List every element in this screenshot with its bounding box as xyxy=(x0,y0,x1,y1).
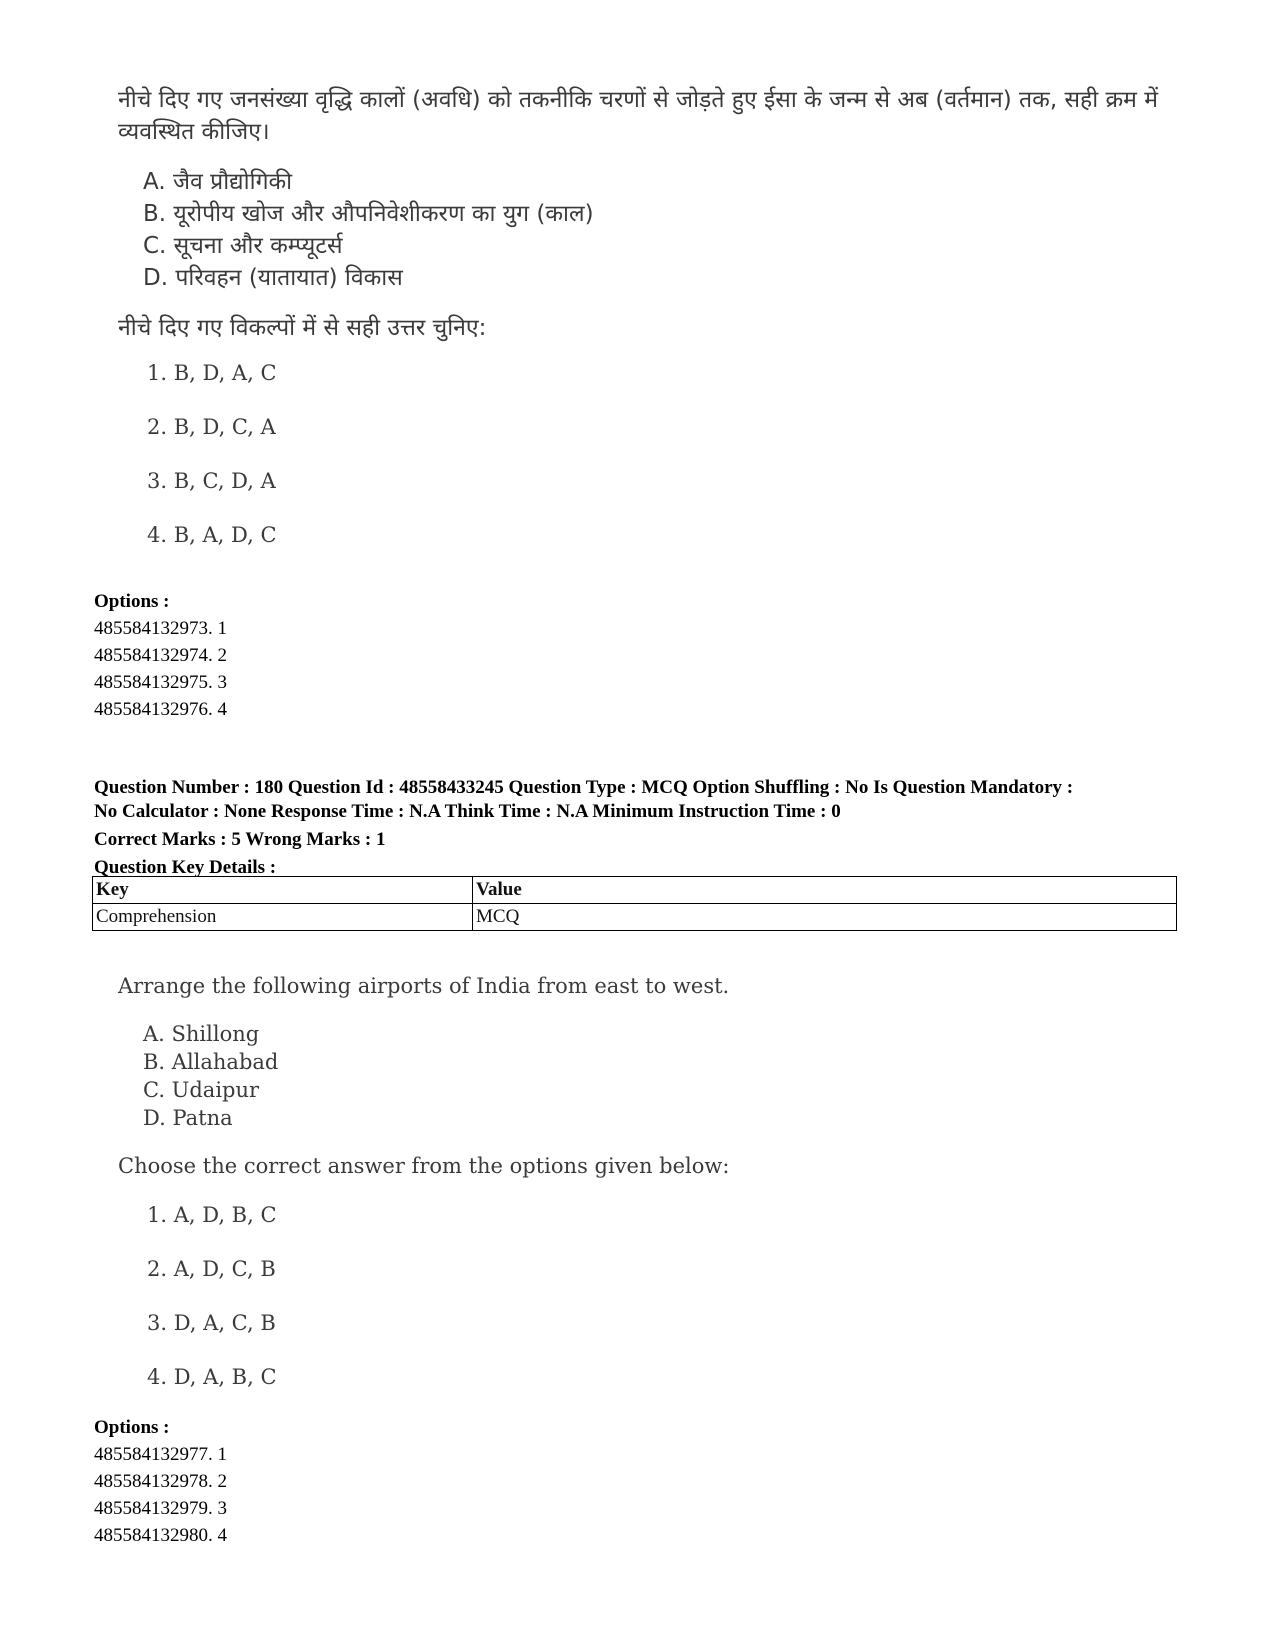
question-item: D. Patna xyxy=(143,1106,233,1130)
options-block xyxy=(94,1414,227,1549)
option-id-line: 485584132977. 1 xyxy=(94,1444,227,1465)
table-header: Key xyxy=(93,877,473,904)
option-id-line: 485584132976. 4 xyxy=(94,699,227,720)
question-item: B. यूरोपीय खोज और औपनिवेशीकरण का युग (काल) xyxy=(143,201,594,227)
answer-choice: 2. B, D, C, A xyxy=(147,415,276,439)
answer-choice: 1. A, D, B, C xyxy=(147,1203,277,1227)
option-id-line: 485584132975. 3 xyxy=(94,672,227,693)
question-stem: नीचे दिए गए जनसंख्या वृद्धि कालों (अवधि) को तकनीकि चरणों से जोड़ते हुए ईसा के जन्म से अब (वर्तमान) तक, सही क्रम में व्यवस्थित कीजिए। xyxy=(118,87,1158,145)
answer-choices xyxy=(147,1200,1168,1392)
metadata-line: Question Number : 180 Question Id : 48558433245 Question Type : MCQ Option Shuffling : No Is Question Mandatory : xyxy=(94,777,1074,798)
question-item: C. Udaipur xyxy=(143,1078,260,1102)
question-item: A. Shillong xyxy=(143,1022,260,1046)
answer-choice: 2. A, D, C, B xyxy=(147,1257,276,1281)
question-image-english xyxy=(118,972,1168,1416)
table-header-row xyxy=(93,877,1177,904)
key-details-heading: Question Key Details : xyxy=(94,857,277,878)
question-item: A. जैव प्रौद्योगिकी xyxy=(143,169,293,195)
question-item: C. सूचना और कम्प्यूटर्स xyxy=(143,233,343,259)
table-row xyxy=(93,904,1177,931)
options-label: Options : xyxy=(94,591,170,612)
question-metadata xyxy=(94,776,1194,880)
table-header: Value xyxy=(473,877,1177,904)
answer-choice: 4. B, A, D, C xyxy=(147,523,277,547)
option-id-line: 485584132973. 1 xyxy=(94,618,227,639)
answer-choice: 1. B, D, A, C xyxy=(147,361,277,385)
metadata-line: No Calculator : None Response Time : N.A Think Time : N.A Minimum Instruction Time : 0 xyxy=(94,801,841,822)
question-instruction: नीचे दिए गए विकल्पों में से सही उत्तर चुनिए: xyxy=(118,315,487,341)
option-id-line: 485584132980. 4 xyxy=(94,1525,227,1546)
question-image-hindi xyxy=(118,84,1168,574)
question-stem: Arrange the following airports of India from east to west. xyxy=(118,974,730,998)
answer-choice: 3. D, A, C, B xyxy=(147,1311,276,1335)
answer-choice: 3. B, C, D, A xyxy=(147,469,276,493)
option-id-line: 485584132978. 2 xyxy=(94,1471,227,1492)
marks-line: Correct Marks : 5 Wrong Marks : 1 xyxy=(94,829,386,850)
answer-choice: 4. D, A, B, C xyxy=(147,1365,277,1389)
question-instruction: Choose the correct answer from the options given below: xyxy=(118,1154,730,1178)
options-block xyxy=(94,588,227,723)
question-items xyxy=(143,166,1168,294)
key-value-table xyxy=(92,876,1177,931)
options-label: Options : xyxy=(94,1417,170,1438)
option-id-line: 485584132974. 2 xyxy=(94,645,227,666)
table-cell: MCQ xyxy=(473,904,1177,931)
table-cell: Comprehension xyxy=(93,904,473,931)
question-items xyxy=(143,1020,1168,1132)
answer-choices xyxy=(147,358,1168,550)
option-id-line: 485584132979. 3 xyxy=(94,1498,227,1519)
question-item: B. Allahabad xyxy=(143,1050,279,1074)
question-item: D. परिवहन (यातायात) विकास xyxy=(143,265,403,291)
